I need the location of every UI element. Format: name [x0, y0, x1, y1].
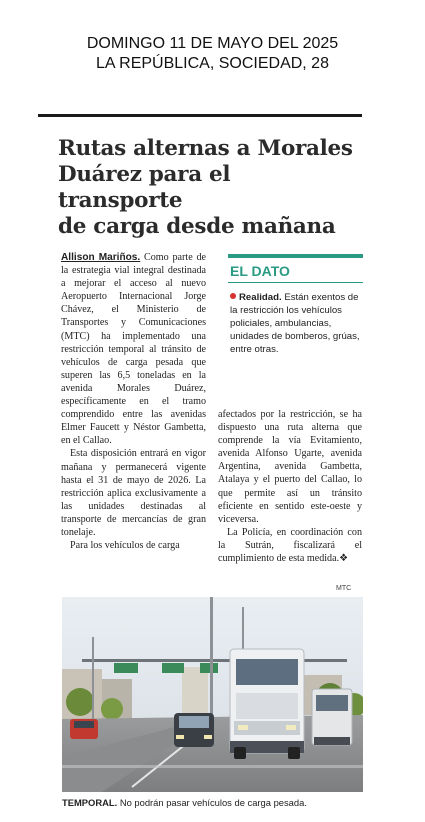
- paragraph-3: Para los vehículos de carga: [70, 540, 180, 552]
- header-date-line: DOMINGO 11 DE MAYO DEL 2025: [86, 35, 339, 52]
- author-byline: Allison Mariños.: [61, 252, 141, 263]
- paragraph-4-text: La Policía, en coordinación con la Sutrán, fiscalizará el cumplimiento de esta medida.: [218, 526, 362, 565]
- paragraph-4: [218, 526, 362, 565]
- bullet-icon: [230, 293, 236, 299]
- headline-line-1: Rutas alternas a Morales: [58, 136, 353, 161]
- el-dato-text: Están exentos de la restricción los vehículos policiales, ambulancias, unidades de bomberos, grúas, entre otras.: [230, 292, 360, 355]
- header-section-line: LA REPÚBLICA, SOCIEDAD, 28: [96, 55, 329, 72]
- publication-header: [0, 34, 425, 74]
- truck-highway-illustration: [62, 597, 363, 792]
- article-photo: [62, 597, 363, 792]
- caption-text: No podrán pasar vehículos de carga pesada.: [117, 797, 307, 808]
- el-dato-box: [228, 254, 363, 356]
- article-column-left: [61, 251, 206, 552]
- photo-credit: MTC: [336, 585, 352, 592]
- photo-caption: [62, 797, 363, 808]
- article-column-right: [218, 408, 362, 565]
- end-mark-icon: ❖: [339, 553, 349, 565]
- caption-label: TEMPORAL.: [62, 797, 118, 808]
- headline-line-3: de carga desde mañana: [58, 214, 336, 239]
- paragraph-2: Esta disposición entrará en vigor mañana y permanecerá vigente hasta el 31 de mayo de 2026. La restricción aplica exclusivamente a las unidades destinadas al transporte de mercancías de gran tonelaje.: [61, 448, 206, 538]
- top-rule: [38, 114, 362, 117]
- lead-text: Como parte de la estrategia vial integral destinada a mejorar el acceso al nuevo Aeropuerto Internacional Jorge Chávez, el Ministerio de Transportes y Comunicaciones (MTC) ha implementado una restricción temporal al tránsito de vehículos de carga pesada que superen las 6,5 toneladas en la avenida Morales Duárez, específicamente en el tramo comprendido entre las avenidas Elmer Faucett y Néstor Gambetta, en el Callao.: [61, 252, 206, 447]
- el-dato-body: [228, 283, 363, 356]
- paragraph-3-continued: afectados por la restricción, se ha dispuesto una ruta alterna que comprende la vía Evitamiento, avenida Alfonso Ugarte, avenida Argentina, avenida Gambetta, Atalaya y el puerto del Callao, lo que permite así un tránsito eficiente en sentido este-oeste y viceversa.: [218, 409, 362, 525]
- lead-paragraph: [61, 251, 206, 447]
- el-dato-label: Realidad.: [239, 292, 282, 303]
- article-headline: [58, 136, 358, 240]
- headline-line-2: Duárez para el transporte: [58, 162, 231, 213]
- el-dato-title: EL DATO: [228, 258, 363, 283]
